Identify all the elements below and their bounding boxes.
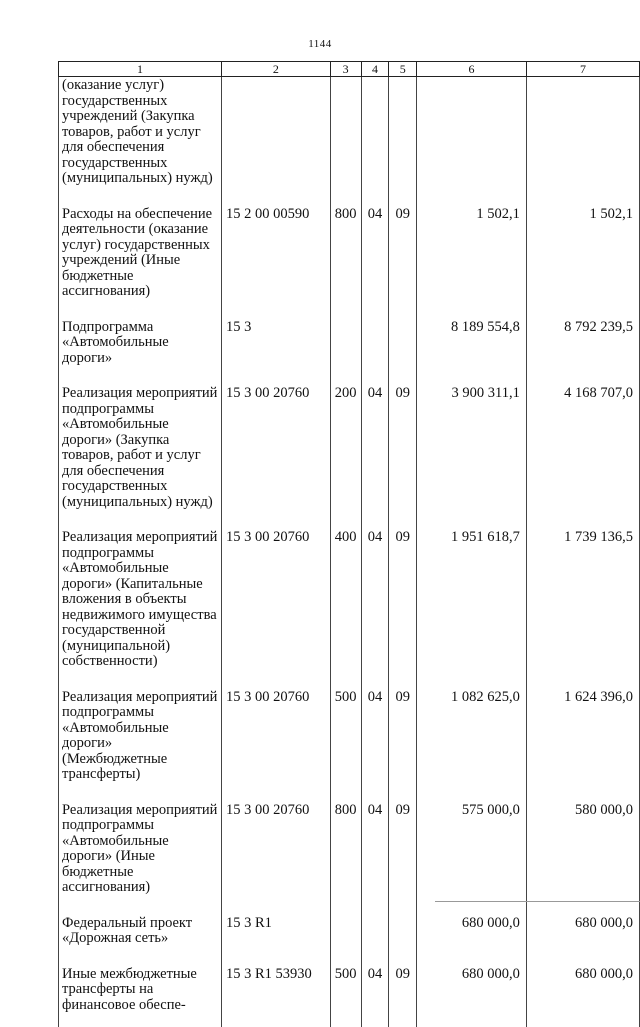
table-row <box>59 690 640 803</box>
table-row <box>59 530 640 690</box>
row-col-5: 09 <box>389 967 417 1027</box>
row-col-5: 09 <box>389 803 417 916</box>
row-name: Подпрограмма «Автомобильные дороги» <box>59 320 222 387</box>
row-col-3: 800 <box>330 207 361 320</box>
row-name: (оказание услуг) государственных учреждений (Закупка товаров, работ и услуг для обеспечения государственных (муниципальных) нужд) <box>59 77 222 207</box>
row-col-4: 04 <box>361 386 389 530</box>
header-col-3: 3 <box>330 62 361 77</box>
row-amount-6: 575 000,0 <box>417 803 527 916</box>
table-row <box>59 320 640 387</box>
row-col-5: 09 <box>389 530 417 690</box>
row-code: 15 3 00 20760 <box>221 530 330 690</box>
row-amount-7: 8 792 239,5 <box>526 320 639 387</box>
row-col-3: 800 <box>330 803 361 916</box>
row-col-5 <box>389 320 417 387</box>
row-name: Расходы на обеспечение деятельности (оказание услуг) государственных учреждений (Иные бюджетные ассигнования) <box>59 207 222 320</box>
row-col-3: 400 <box>330 530 361 690</box>
budget-table <box>58 61 640 1027</box>
row-col-5 <box>389 77 417 207</box>
row-name: Федеральный проект «Дорожная сеть» <box>59 916 222 967</box>
header-col-6: 6 <box>417 62 527 77</box>
row-name: Иные межбюджетные трансферты на финансовое обеспе- <box>59 967 222 1027</box>
row-amount-7: 580 000,0 <box>526 803 639 916</box>
row-amount-6: 1 502,1 <box>417 207 527 320</box>
row-col-4 <box>361 916 389 967</box>
row-col-5 <box>389 916 417 967</box>
row-code: 15 3 00 20760 <box>221 690 330 803</box>
row-amount-6: 680 000,0 <box>417 916 527 967</box>
table-row <box>59 207 640 320</box>
row-amount-6 <box>417 77 527 207</box>
row-code: 15 3 R1 <box>221 916 330 967</box>
page-number: 1144 <box>308 38 332 50</box>
table-row <box>59 77 640 207</box>
row-col-3 <box>330 916 361 967</box>
table-row <box>59 386 640 530</box>
row-col-5: 09 <box>389 386 417 530</box>
header-col-1: 1 <box>59 62 222 77</box>
row-amount-6: 1 951 618,7 <box>417 530 527 690</box>
row-amount-7: 680 000,0 <box>526 916 639 967</box>
row-code: 15 3 00 20760 <box>221 386 330 530</box>
row-col-4 <box>361 320 389 387</box>
row-col-4: 04 <box>361 530 389 690</box>
row-code: 15 3 00 20760 <box>221 803 330 916</box>
row-col-4: 04 <box>361 803 389 916</box>
row-code: 15 3 <box>221 320 330 387</box>
row-col-4 <box>361 77 389 207</box>
row-col-5: 09 <box>389 207 417 320</box>
row-amount-7: 1 739 136,5 <box>526 530 639 690</box>
row-col-4: 04 <box>361 690 389 803</box>
row-col-3: 500 <box>330 967 361 1027</box>
row-col-4: 04 <box>361 207 389 320</box>
footer-rule <box>435 901 640 902</box>
row-name: Реализация мероприятий подпрограммы «Автомобильные дороги» (Иные бюджетные ассигнования) <box>59 803 222 916</box>
row-name: Реализация мероприятий подпрограммы «Автомобильные дороги» (Межбюджетные трансферты) <box>59 690 222 803</box>
row-amount-7: 1 502,1 <box>526 207 639 320</box>
header-col-2: 2 <box>221 62 330 77</box>
row-amount-6: 8 189 554,8 <box>417 320 527 387</box>
row-col-3 <box>330 320 361 387</box>
row-amount-7 <box>526 77 639 207</box>
row-amount-6: 680 000,0 <box>417 967 527 1027</box>
header-col-4: 4 <box>361 62 389 77</box>
row-amount-7: 4 168 707,0 <box>526 386 639 530</box>
row-code <box>221 77 330 207</box>
table-row <box>59 916 640 967</box>
row-amount-6: 3 900 311,1 <box>417 386 527 530</box>
row-col-3 <box>330 77 361 207</box>
row-amount-6: 1 082 625,0 <box>417 690 527 803</box>
row-col-3: 500 <box>330 690 361 803</box>
row-code: 15 2 00 00590 <box>221 207 330 320</box>
header-col-7: 7 <box>526 62 639 77</box>
row-col-5: 09 <box>389 690 417 803</box>
table-row <box>59 967 640 1027</box>
row-name: Реализация мероприятий подпрограммы «Автомобильные дороги» (Закупка товаров, работ и услуг для обеспечения государственных (муниципальных) нужд) <box>59 386 222 530</box>
row-amount-7: 680 000,0 <box>526 967 639 1027</box>
table-row <box>59 803 640 916</box>
row-name: Реализация мероприятий подпрограммы «Автомобильные дороги» (Капитальные вложения в объекты недвижимого имущества государственной (муниципальной) собственности) <box>59 530 222 690</box>
row-col-3: 200 <box>330 386 361 530</box>
row-amount-7: 1 624 396,0 <box>526 690 639 803</box>
table-header-row <box>59 62 640 77</box>
row-code: 15 3 R1 53930 <box>221 967 330 1027</box>
header-col-5: 5 <box>389 62 417 77</box>
row-col-4: 04 <box>361 967 389 1027</box>
